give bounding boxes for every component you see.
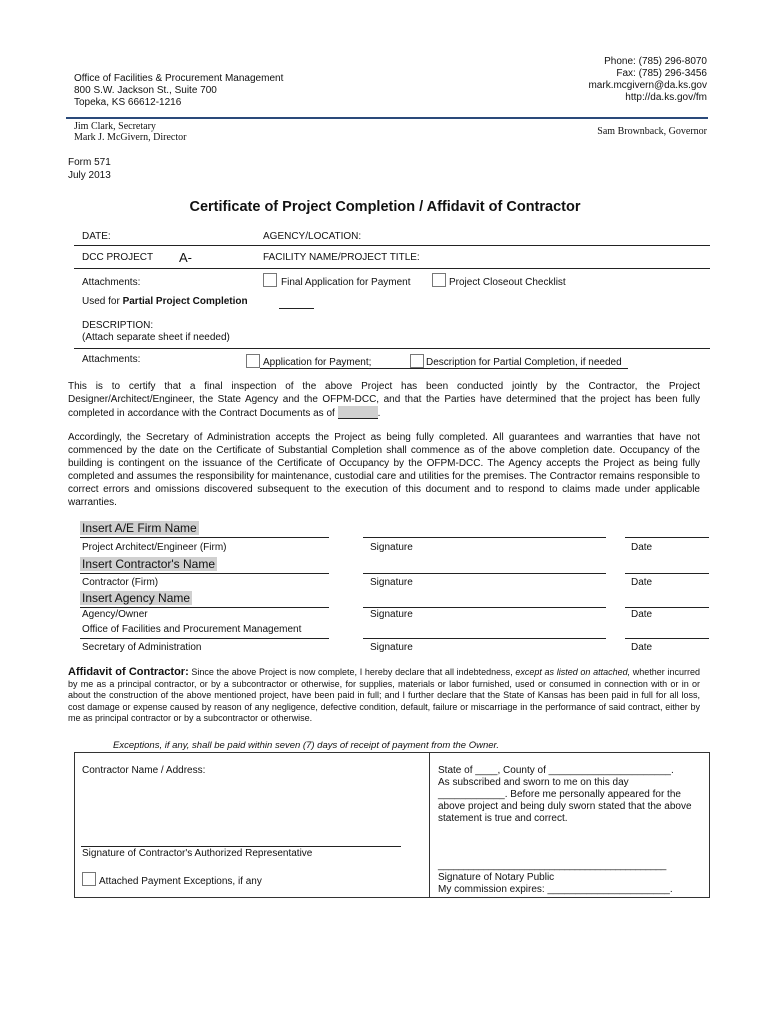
affidavit-body: whether incurred by me as a principal contractor, or by a subcontractor or otherwise, for supplies, materials or labor furnished, used or consumed in connection with or in or about the construction of the above mentioned project, have been paid in full; and I further declare that the State of Kansas has been paid in full for all loss, cost damage or expense caused by reason of any negligence, defective condition, default, failure or miscarriage in the performance of said contract, either by me as principal contractor or by a subcontractor or otherwise. <box>68 667 700 723</box>
agency-role-label: Agency/Owner <box>82 609 148 620</box>
affidavit-lead: Since the above Project is now complete, I hereby declare that all indebtedness, <box>188 667 516 677</box>
attachments2-rule <box>260 368 628 369</box>
attached-exceptions-checkbox[interactable] <box>82 872 96 886</box>
agency-date-label: Date <box>631 609 653 620</box>
secretary-date-label: Date <box>631 642 653 653</box>
agency-signature-label: Signature <box>370 609 413 620</box>
certification-paragraph <box>68 380 700 420</box>
fax-number: Fax: (785) 296-3456 <box>616 68 707 79</box>
office-address-line1: 800 S.W. Jackson St., Suite 700 <box>74 85 217 96</box>
contractor-date-label: Date <box>631 577 653 588</box>
completion-date-field[interactable] <box>338 406 378 419</box>
contractor-name-field[interactable]: Insert Contractor's Name <box>82 557 216 571</box>
contractor-name-address-label: Contractor Name / Address: <box>82 765 206 776</box>
form-date: July 2013 <box>68 170 111 181</box>
form-number: Form 571 <box>68 157 111 168</box>
office-address-line2: Topeka, KS 66612-1216 <box>74 97 182 108</box>
closeout-checklist-label: Project Closeout Checklist <box>449 277 566 288</box>
partial-completion-bold: Partial Project Completion <box>122 296 248 307</box>
ae-date-line <box>625 537 709 538</box>
office-name: Office of Facilities & Procurement Management <box>74 73 284 84</box>
ofpm-label: Office of Facilities and Procurement Management <box>82 624 302 635</box>
affidavit-italic: except as listed on attached, <box>515 667 631 677</box>
secretary-firm-line <box>80 638 329 639</box>
contractor-signature-rule[interactable] <box>81 846 401 847</box>
date-label: DATE: <box>82 231 111 242</box>
director-name: Mark J. McGivern, Director <box>74 132 187 143</box>
partial-completion-label <box>82 296 248 307</box>
ae-role-label: Project Architect/Engineer (Firm) <box>82 542 227 553</box>
attachments2-label: Attachments: <box>82 354 141 365</box>
agency-signature-line <box>363 607 606 608</box>
certification-text: This is to certify that a final inspection of the above Project has been conducted jointly by the Contractor, the Project Designer/Architect/Engineer, the State Agency and the OFPM-DCC, and that the Parties have determined that the project has been fully completed in accordance with the Contract Documents as of <box>68 381 700 419</box>
ae-firm-line <box>80 537 329 538</box>
description-rule <box>74 348 710 349</box>
date-row-rule <box>74 245 710 246</box>
description-partial-checkbox[interactable] <box>410 354 424 368</box>
letterhead-rule <box>66 117 708 119</box>
facility-name-label: FACILITY NAME/PROJECT TITLE: <box>263 252 420 263</box>
notary-statement-line: statement is true and correct. <box>438 813 568 824</box>
phone-number: Phone: (785) 296-8070 <box>604 56 707 67</box>
governor-name: Sam Brownback, Governor <box>597 126 707 137</box>
contractor-date-line <box>625 573 709 574</box>
agency-date-line <box>625 607 709 608</box>
attached-exceptions-label: Attached Payment Exceptions, if any <box>99 876 262 887</box>
dcc-project-value[interactable]: A- <box>179 250 192 265</box>
secretary-date-line <box>625 638 709 639</box>
description-label: DESCRIPTION: <box>82 320 154 331</box>
notary-state-line: State of ____, County of ______________________. <box>438 765 674 776</box>
notary-above-line: above project and being duly sworn stated that the above <box>438 801 692 812</box>
notary-commission-line: My commission expires: ______________________. <box>438 884 673 895</box>
description-note: (Attach separate sheet if needed) <box>82 332 230 343</box>
secretary-signature-label: Signature <box>370 642 413 653</box>
partial-completion-prefix: Used for <box>82 296 123 307</box>
contractor-firm-line <box>80 573 329 574</box>
secretary-signature-line <box>363 638 606 639</box>
ae-signature-line <box>363 537 606 538</box>
acceptance-paragraph: Accordingly, the Secretary of Administration accepts the Project as being fully completed. All guarantees and warranties that have not commenced by the date on the Certificate of Substantial Completion shall commence as of the above completion date. Occupancy of the building is contingent on the issuance of the Certificate of Occupancy by the OFPM-DCC. The Agency accepts the Project as being fully completed and assumes the responsibility for maintenance, custodial care and utilities for the premises. The Contractor remains responsible to correct errors and omissions discovered subsequent to the execution of this document and to respond to claims made under applicable warranties. <box>68 432 700 508</box>
closeout-checklist-checkbox[interactable] <box>432 273 446 287</box>
final-application-checkbox[interactable] <box>263 273 277 287</box>
final-application-label: Final Application for Payment <box>281 277 411 288</box>
application-payment-checkbox[interactable] <box>246 354 260 368</box>
application-payment-label: Application for Payment; <box>263 357 372 368</box>
attachments-label: Attachments: <box>82 277 141 288</box>
notary-sworn-line: As subscribed and sworn to me on this day <box>438 777 629 788</box>
website-url: http://da.ks.gov/fm <box>625 92 707 103</box>
description-partial-label: Description for Partial Completion, if needed <box>426 357 622 368</box>
notary-signature-rule[interactable]: _____________________________________________ <box>438 860 666 871</box>
dcc-row-rule <box>74 268 710 269</box>
notary-box-divider <box>429 752 430 898</box>
certification-period: . <box>377 408 381 419</box>
secretary-role-label: Secretary of Administration <box>82 642 202 653</box>
ae-firm-name-field[interactable]: Insert A/E Firm Name <box>82 521 197 535</box>
partial-completion-checkbox-line[interactable] <box>279 308 314 309</box>
ae-date-label: Date <box>631 542 653 553</box>
contractor-role-label: Contractor (Firm) <box>82 577 159 588</box>
document-title: Certificate of Project Completion / Affidavit of Contractor <box>189 199 581 215</box>
ae-signature-label: Signature <box>370 542 413 553</box>
notary-before-line: ____________. Before me personally appeared for the <box>438 789 681 800</box>
email-address: mark.mcgivern@da.ks.gov <box>588 80 707 91</box>
agency-firm-line <box>80 607 329 608</box>
contractor-signature-label: Signature <box>370 577 413 588</box>
agency-name-field[interactable]: Insert Agency Name <box>82 591 191 605</box>
exceptions-note: Exceptions, if any, shall be paid within seven (7) days of receipt of payment from the Owner. <box>113 740 499 751</box>
contractor-signature-line-label: Signature of Contractor's Authorized Representative <box>82 848 313 859</box>
secretary-name: Jim Clark, Secretary <box>74 121 156 132</box>
affidavit-paragraph <box>68 667 700 725</box>
notary-signature-label: Signature of Notary Public <box>438 872 555 883</box>
agency-location-label: AGENCY/LOCATION: <box>263 231 362 242</box>
contractor-signature-line <box>363 573 606 574</box>
dcc-project-label: DCC PROJECT <box>82 252 154 263</box>
affidavit-heading: Affidavit of Contractor: <box>68 666 189 678</box>
